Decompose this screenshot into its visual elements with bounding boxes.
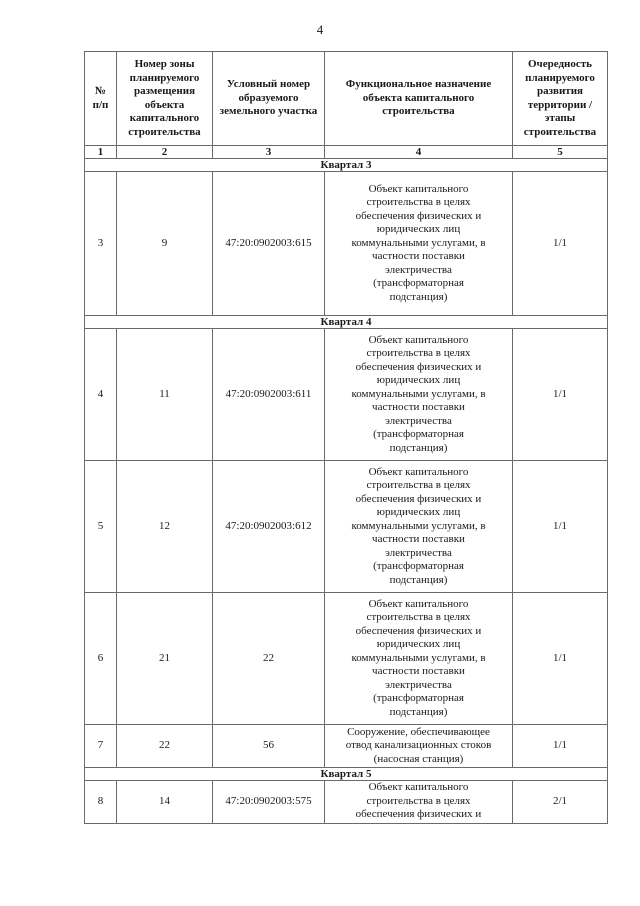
header-parcel: Условный номер образуемого земельного участка bbox=[213, 52, 325, 146]
row-num: 4 bbox=[85, 329, 117, 461]
row-parcel: 47:20:0902003:615 bbox=[213, 172, 325, 316]
page-number: 4 bbox=[316, 22, 324, 37]
row-parcel: 47:20:0902003:611 bbox=[213, 329, 325, 461]
quarter-label: Квартал 4 bbox=[85, 316, 608, 329]
row-num: 5 bbox=[85, 461, 117, 593]
quarter-row bbox=[85, 316, 608, 329]
row-purpose: Объект капитального строительства в целях обеспечения физических и юридических лиц коммунальными услугами, в частности поставки электричества (трансформаторная подстанция) bbox=[325, 329, 513, 461]
row-stage: 1/1 bbox=[513, 172, 608, 316]
row-purpose: Объект капитального строительства в целях обеспечения физических и юридических лиц коммунальными услугами, в частности поставки электричества (трансформаторная подстанция) bbox=[325, 461, 513, 593]
row-stage: 2/1 bbox=[513, 781, 608, 824]
quarter-row bbox=[85, 159, 608, 172]
row-purpose: Объект капитального строительства в целях обеспечения физических и bbox=[325, 781, 513, 824]
table-row bbox=[85, 172, 608, 316]
row-zone: 22 bbox=[117, 725, 213, 768]
row-num: 7 bbox=[85, 725, 117, 768]
table-row bbox=[85, 781, 608, 824]
planning-table bbox=[84, 51, 608, 824]
row-zone: 11 bbox=[117, 329, 213, 461]
row-zone: 14 bbox=[117, 781, 213, 824]
header-stage: Очередность планируемого развития территории / этапы строительства bbox=[513, 52, 608, 146]
header-zone: Номер зоны планируемого размещения объекта капитального строительства bbox=[117, 52, 213, 146]
row-parcel: 47:20:0902003:575 bbox=[213, 781, 325, 824]
header-purpose: Функциональное назначение объекта капитального строительства bbox=[325, 52, 513, 146]
table-row bbox=[85, 725, 608, 768]
quarter-row bbox=[85, 768, 608, 781]
row-parcel: 22 bbox=[213, 593, 325, 725]
row-num: 3 bbox=[85, 172, 117, 316]
row-stage: 1/1 bbox=[513, 593, 608, 725]
row-zone: 21 bbox=[117, 593, 213, 725]
header-num: № п/п bbox=[85, 52, 117, 146]
column-number: 4 bbox=[325, 146, 513, 159]
column-number: 1 bbox=[85, 146, 117, 159]
column-number: 3 bbox=[213, 146, 325, 159]
table-row bbox=[85, 593, 608, 725]
header-row bbox=[85, 52, 608, 146]
table-row bbox=[85, 329, 608, 461]
row-stage: 1/1 bbox=[513, 461, 608, 593]
row-num: 6 bbox=[85, 593, 117, 725]
column-number-row bbox=[85, 146, 608, 159]
row-purpose: Сооружение, обеспечивающее отвод канализационных стоков (насосная станция) bbox=[325, 725, 513, 768]
column-number: 5 bbox=[513, 146, 608, 159]
row-stage: 1/1 bbox=[513, 725, 608, 768]
column-number: 2 bbox=[117, 146, 213, 159]
quarter-label: Квартал 3 bbox=[85, 159, 608, 172]
row-purpose: Объект капитального строительства в целях обеспечения физических и юридических лиц коммунальными услугами, в частности поставки электричества (трансформаторная подстанция) bbox=[325, 172, 513, 316]
row-zone: 12 bbox=[117, 461, 213, 593]
row-parcel: 47:20:0902003:612 bbox=[213, 461, 325, 593]
row-num: 8 bbox=[85, 781, 117, 824]
row-zone: 9 bbox=[117, 172, 213, 316]
table-row bbox=[85, 461, 608, 593]
row-stage: 1/1 bbox=[513, 329, 608, 461]
row-parcel: 56 bbox=[213, 725, 325, 768]
quarter-label: Квартал 5 bbox=[85, 768, 608, 781]
row-purpose: Объект капитального строительства в целях обеспечения физических и юридических лиц коммунальными услугами, в частности поставки электричества (трансформаторная подстанция) bbox=[325, 593, 513, 725]
